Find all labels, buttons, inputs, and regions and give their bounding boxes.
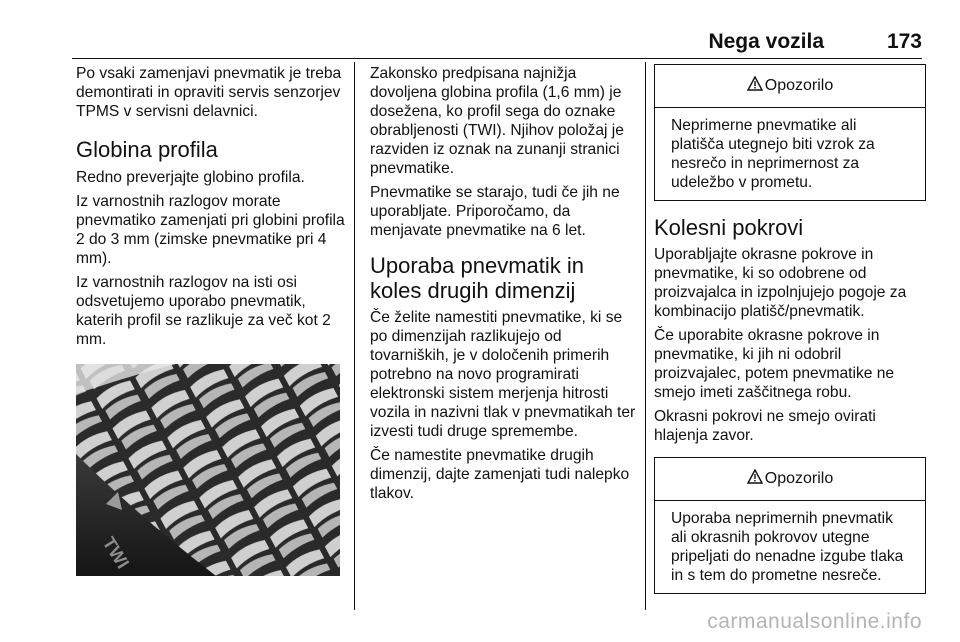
paragraph: Če uporabite okrasne pokrove in pnevmatike, ki jih ni odobril proizvajalec, potem pnevmatike ne smejo imeti zaščitnega robu. — [654, 327, 895, 401]
column-1 — [76, 64, 348, 576]
paragraph: Iz varnostnih razlogov morate pnevmatiko zamenjati pri globini profila 2 do 3 mm (zimske pnevmatike pri 4 mm). — [76, 193, 345, 267]
section-title: Nega vozila — [708, 30, 824, 53]
warning-text: Neprimerne pnevmatike ali platišča utegnejo biti vzrok za nesrečo in neprimernost za udeležbo v prometu. — [671, 117, 875, 191]
column-2 — [370, 64, 638, 508]
warning-triangle-icon — [747, 469, 763, 489]
paragraph: Zakonsko predpisana najnižja dovoljena globina profila (1,6 mm) je dosežena, ko profil sega do oznake obrabljenosti (TWI). Njihov položaj je razviden iz oznak na zunanji stranici pnevmatike. — [370, 65, 624, 177]
warning-title: Opozorilo — [764, 77, 834, 94]
header-rule — [72, 58, 922, 59]
warning-triangle-icon — [747, 76, 763, 96]
paragraph: Iz varnostnih razlogov na isti osi odsvetujemo uporabo pnevmatik, katerih profil se razlikuje za več kot 2 mm. — [76, 274, 331, 348]
page-number: 173 — [886, 30, 922, 53]
column-3 — [654, 64, 926, 600]
heading-tread-depth: Globina profila — [76, 137, 218, 162]
watermark: carmanualsonline.info — [707, 610, 922, 633]
paragraph: Okrasni pokrovi ne smejo ovirati hlajenja zavor. — [654, 408, 876, 444]
paragraph: Pnevmatike se starajo, tudi če jih ne uporabljate. Priporočamo, da menjavate pnevmatike na 6 let. — [370, 184, 620, 239]
paragraph: Redno preverjajte globino profila. — [76, 169, 305, 186]
intro-paragraph: Po vsaki zamenjavi pnevmatik je treba demontirati in opraviti servis senzorjev TPMS v servisni delavnici. — [76, 65, 342, 120]
twi-marking: TWI — [98, 533, 134, 573]
tire-tread-illustration — [76, 364, 340, 576]
column-divider-2 — [645, 62, 646, 610]
warning-box — [654, 64, 926, 201]
page-header — [60, 30, 922, 54]
warning-header — [655, 65, 925, 108]
paragraph: Če namestite pnevmatike drugih dimenzij, dajte zamenjati tudi nalepko tlakov. — [370, 447, 630, 502]
paragraph: Če želite namestiti pnevmatike, ki se po dimenzijah razlikujejo od tovarniških, je v določenih primerih potrebno na novo programirati elektronski sistem merjenja hitrosti vozila in nazivni tlak v pnevmatikah ter izvesti tudi druge spremembe. — [370, 309, 636, 440]
warning-text: Uporaba neprimernih pnevmatik ali okrasnih pokrovov utegne pripeljati do nenadne izgube tlaka in s tem do prometne nesreče. — [671, 510, 904, 584]
paragraph: Uporabljajte okrasne pokrove in pnevmatike, ki so odobrene od proizvajalca in izpolnjujejo pogoje za kombinacijo platišč/pnevmatik. — [654, 246, 907, 320]
column-divider-1 — [354, 62, 355, 610]
heading-wheel-covers: Kolesni pokrovi — [654, 215, 804, 240]
warning-header — [655, 458, 925, 501]
heading-other-dimensions: Uporaba pnevmatik in koles drugih dimenzij — [370, 253, 585, 303]
warning-box — [654, 457, 926, 594]
tire-tread-photo — [76, 364, 340, 576]
warning-title: Opozorilo — [764, 470, 834, 487]
